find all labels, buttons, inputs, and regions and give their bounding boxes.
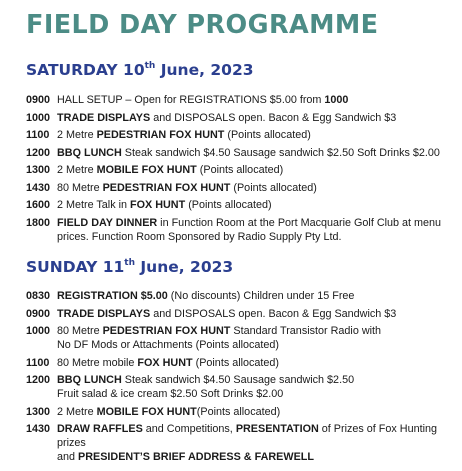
sunday-date: June, 2023 [135, 258, 234, 276]
schedule-row [26, 93, 458, 107]
schedule-description [57, 198, 458, 212]
emphasis-text: PEDESTRIAN FOX HUNT [102, 181, 231, 194]
schedule-time: 1430 [26, 423, 51, 435]
sunday-heading [26, 258, 233, 276]
emphasis-text: TRADE DISPLAYS [57, 111, 151, 124]
schedule-time: 0900 [26, 307, 51, 320]
description-text: and Competitions, [142, 423, 236, 435]
schedule-row [26, 324, 458, 352]
emphasis-text: PRESIDENT’S BRIEF ADDRESS & FAREWELL [78, 451, 314, 463]
description-text: (No discounts) Children under 15 Free [167, 290, 355, 302]
emphasis-text: TRADE DISPLAYS [57, 307, 151, 320]
schedule-description [57, 111, 458, 125]
description-text: 2 Metre [57, 164, 97, 176]
schedule-description [57, 216, 458, 244]
schedule-time: 0830 [26, 290, 51, 302]
schedule-description [57, 181, 458, 195]
description-text: and DISPOSALS open. Bacon & Egg Sandwich $3 [150, 307, 397, 320]
schedule-row [26, 307, 458, 321]
schedule-description [57, 163, 458, 177]
emphasis-text: REGISTRATION $5.00 [57, 290, 168, 302]
schedule-row [26, 216, 458, 244]
schedule-time: 1430 [26, 181, 51, 194]
emphasis-text: PRESENTATION [235, 423, 319, 435]
schedule-description [57, 146, 458, 160]
emphasis-text: PEDESTRIAN FOX HUNT [96, 129, 225, 141]
description-text: (Points allocated) [192, 356, 280, 369]
emphasis-text: FOX HUNT [130, 199, 186, 211]
description-text: (Points allocated) [230, 181, 317, 194]
description-text: (Points allocated) [185, 199, 272, 211]
description-text: 80 Metre mobile [57, 356, 138, 369]
schedule-description [57, 128, 458, 142]
description-text: 2 Metre [57, 405, 97, 418]
description-text: 2 Metre [57, 129, 97, 141]
schedule-description [57, 93, 458, 107]
description-text: in Function Room at the Port Macquarie Golf Club at menu prices. Function Room Sponsored by Radio Supply Pty Ltd. [57, 216, 442, 243]
description-text: (Points allocated) [224, 129, 311, 141]
schedule-row [26, 111, 458, 125]
emphasis-text: PEDESTRIAN FOX HUNT [102, 325, 231, 337]
schedule-description [57, 422, 458, 464]
description-text: Steak sandwich $4.50 Sausage sandwich $2.50 Fruit salad & ice cream $2.50 Soft Drinks $2.00 [57, 374, 355, 400]
description-text: and DISPOSALS open. Bacon & Egg Sandwich $3 [150, 111, 397, 124]
description-text: 80 Metre [57, 325, 103, 337]
sunday-schedule [26, 289, 458, 464]
schedule-row [26, 163, 458, 177]
schedule-time: 1000 [26, 325, 51, 337]
description-text: 2 Metre Talk in [57, 199, 131, 211]
description-text: (Points allocated) [196, 405, 281, 418]
emphasis-text: BBQ LUNCH [57, 146, 122, 159]
emphasis-text: DRAW RAFFLES [57, 423, 143, 435]
schedule-row [26, 405, 458, 419]
schedule-time: 1200 [26, 146, 51, 159]
emphasis-text: MOBILE FOX HUNT [96, 405, 197, 418]
emphasis-text: BBQ LUNCH [57, 374, 122, 386]
saturday-date: June, 2023 [155, 61, 254, 79]
schedule-row [26, 422, 458, 464]
schedule-time: 1300 [26, 405, 51, 418]
schedule-row [26, 289, 458, 303]
saturday-schedule [26, 93, 458, 244]
description-text: Steak sandwich $4.50 Sausage sandwich $2.50 Soft Drinks $2.00 [121, 146, 440, 159]
schedule-description [57, 405, 458, 419]
saturday-heading [26, 61, 254, 79]
schedule-row [26, 356, 458, 370]
description-text: HALL SETUP – Open for REGISTRATIONS $5.00 from [57, 94, 325, 106]
description-text: of Prizes of Fox Hunting prizes and [57, 423, 438, 463]
schedule-time: 1800 [26, 216, 51, 229]
emphasis-text: FOX HUNT [137, 356, 193, 369]
schedule-description [57, 307, 458, 321]
schedule-time: 1300 [26, 164, 51, 176]
schedule-time: 0900 [26, 94, 51, 106]
page-title: FIELD DAY PROGRAMME [26, 10, 379, 40]
schedule-description [57, 373, 458, 401]
emphasis-text: FIELD DAY DINNER [57, 216, 158, 229]
description-text: Standard Transistor Radio with No DF Mods or Attachments (Points allocated) [57, 325, 382, 351]
sunday-label: SUNDAY 11 [26, 258, 125, 276]
description-text: (Points allocated) [196, 164, 284, 176]
schedule-row [26, 128, 458, 142]
schedule-row [26, 373, 458, 401]
schedule-row [26, 146, 458, 160]
schedule-time: 1600 [26, 199, 51, 211]
schedule-time: 1200 [26, 374, 51, 386]
description-text: 80 Metre [57, 181, 103, 194]
schedule-description [57, 289, 458, 303]
schedule-row [26, 198, 458, 212]
schedule-description [57, 324, 458, 352]
emphasis-text: MOBILE FOX HUNT [96, 164, 197, 176]
saturday-label: SATURDAY 10 [26, 61, 145, 79]
sunday-ordinal: th [124, 257, 136, 268]
schedule-time: 1100 [26, 129, 50, 141]
emphasis-text: 1000 [324, 94, 349, 106]
schedule-time: 1000 [26, 111, 51, 124]
schedule-row [26, 181, 458, 195]
saturday-ordinal: th [144, 60, 156, 71]
schedule-description [57, 356, 458, 370]
schedule-time: 1100 [26, 356, 50, 369]
